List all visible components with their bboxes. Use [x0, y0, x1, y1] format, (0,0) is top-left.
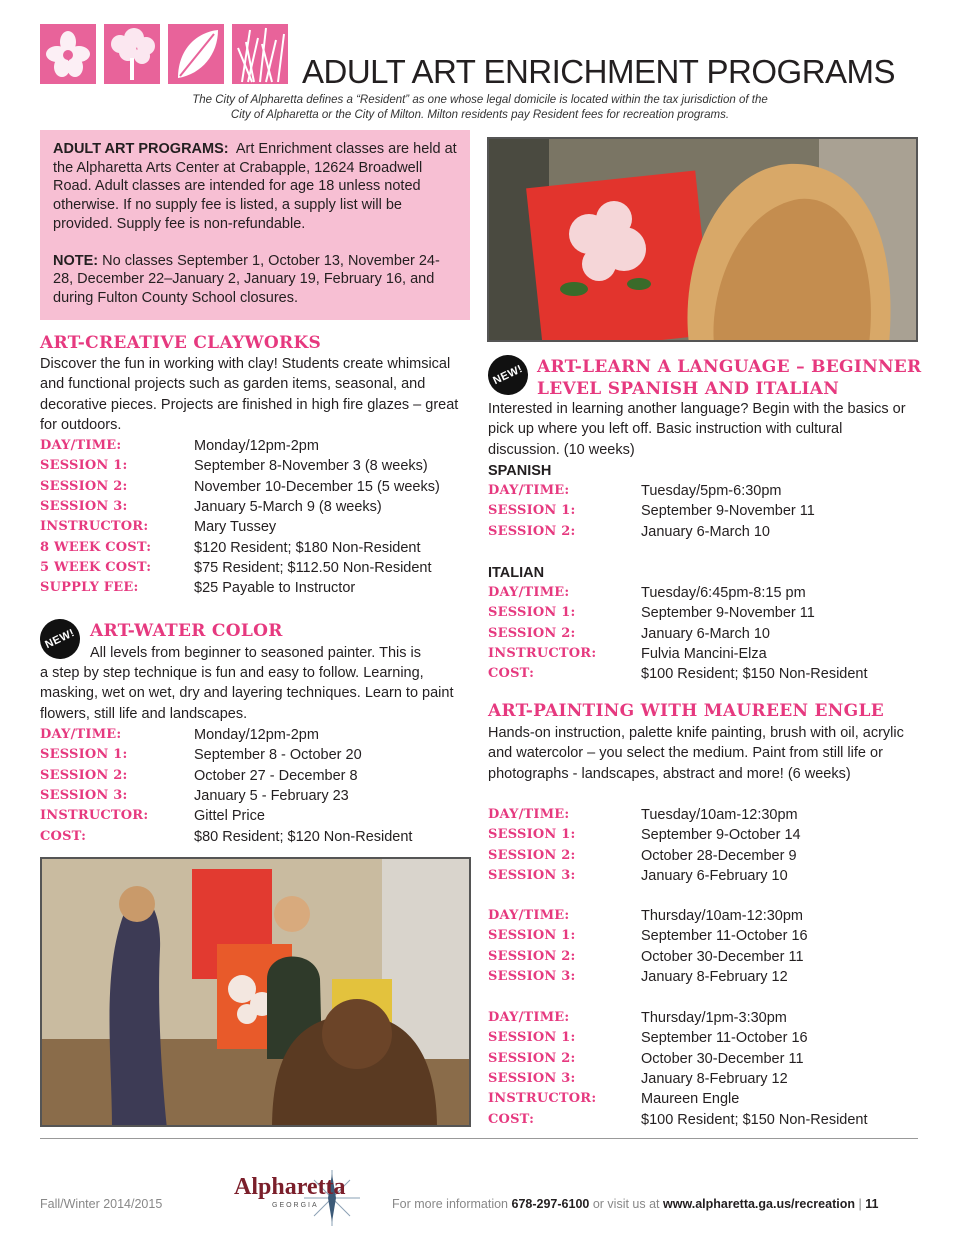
spanish-heading: SPANISH: [488, 463, 552, 479]
detail-value: September 9-October 14: [641, 827, 801, 844]
detail-label: INSTRUCTOR:: [488, 1091, 597, 1107]
page-number: 11: [865, 1197, 879, 1211]
tree-icon: [104, 24, 160, 84]
detail-value: $25 Payable to Instructor: [194, 580, 356, 597]
resident-definition: [40, 93, 920, 123]
detail-value: Maureen Engle: [641, 1091, 740, 1108]
language-title-line-2: LEVEL SPANISH AND ITALIAN: [537, 379, 840, 399]
phone-number: 678-297-6100: [511, 1197, 590, 1211]
website-link[interactable]: www.alpharetta.ga.us/recreation: [663, 1197, 855, 1211]
detail-label: COST:: [488, 1111, 535, 1127]
detail-label: SESSION 2:: [40, 767, 128, 783]
detail-value: September 8 - October 20: [194, 747, 362, 764]
detail-value: $75 Resident; $112.50 Non-Resident: [194, 559, 432, 576]
detail-row: [40, 436, 470, 456]
detail-label: SESSION 1:: [488, 605, 576, 621]
clayworks-title: ART-CREATIVE CLAYWORKS: [40, 333, 322, 353]
detail-label: INSTRUCTOR:: [488, 645, 597, 661]
detail-label: COST:: [488, 666, 535, 682]
detail-value: $100 Resident; $150 Non-Resident: [641, 666, 868, 683]
page-title: ADULT ART ENRICHMENT PROGRAMS: [302, 53, 896, 90]
detail-value: September 8-November 3 (8 weeks): [194, 458, 428, 475]
detail-label: 8 WEEK COST:: [40, 539, 152, 555]
programs-paragraph: [53, 140, 458, 234]
detail-row: [488, 926, 918, 946]
detail-value: January 6-March 10: [641, 625, 770, 642]
detail-label: SESSION 2:: [488, 625, 576, 641]
detail-label: SESSION 1:: [488, 1030, 576, 1046]
new-badge: NEW!: [33, 612, 86, 665]
info-prefix: For more information: [392, 1197, 509, 1211]
detail-label: SESSION 3:: [40, 498, 128, 514]
painting-photo-top: [487, 137, 918, 342]
detail-value: Monday/12pm-2pm: [194, 727, 319, 743]
detail-value: Tuesday/6:45pm-8:15 pm: [641, 585, 806, 601]
detail-row: [488, 1008, 918, 1028]
detail-row: [488, 866, 918, 886]
detail-row: [488, 624, 918, 644]
detail-row: [40, 497, 470, 517]
detail-value: January 8-February 12: [641, 968, 788, 985]
logo-wordmark: Alpharetta: [234, 1174, 346, 1200]
detail-label: DAY/TIME:: [40, 727, 122, 742]
detail-value: Mary Tussey: [194, 519, 277, 536]
detail-label: SUPPLY FEE:: [40, 580, 139, 596]
detail-row: [488, 664, 918, 684]
detail-value: January 6-February 10: [641, 867, 788, 884]
detail-value: Thursday/1pm-3:30pm: [641, 1010, 787, 1026]
painting-class-photo: [40, 857, 471, 1127]
detail-row: [488, 583, 918, 603]
detail-label: SESSION 1:: [488, 928, 576, 944]
clayworks-description: Discover the fun in working with clay! Students create whimsical and functional projects such as garden items, seasonal, and decorative pieces. Projects are finished in high fire glazes – great for outdoors.: [40, 356, 459, 433]
detail-row: [40, 456, 470, 476]
flower-icon: [40, 24, 96, 84]
note-label: NOTE:: [53, 252, 99, 269]
painting-description: Hands-on instruction, palette knife painting, brush with oil, acrylic and watercolor – you select the medium. Paint from still life or photographs - landscapes, abstract and more! (6 weeks): [488, 725, 904, 782]
detail-label: 5 WEEK COST:: [40, 559, 152, 575]
detail-value: $80 Resident; $120 Non-Resident: [194, 828, 413, 845]
detail-label: SESSION 3:: [488, 1070, 576, 1086]
detail-row: [40, 766, 470, 786]
detail-row: [40, 578, 470, 598]
season-label: Fall/Winter 2014/2015: [40, 1197, 163, 1211]
detail-row: [488, 846, 918, 866]
detail-label: DAY/TIME:: [40, 438, 122, 453]
detail-value: $100 Resident; $150 Non-Resident: [641, 1111, 868, 1128]
detail-value: September 9-November 11: [641, 503, 815, 520]
detail-row: [488, 522, 918, 542]
detail-value: October 30-December 11: [641, 948, 804, 965]
detail-value: January 6-March 10: [641, 523, 770, 540]
language-description: Interested in learning another language? Begin with the basics or pick up where you left off. Basic instruction with cultural discussion. (10 weeks): [488, 401, 906, 458]
detail-row: [488, 481, 918, 501]
new-badge: NEW!: [481, 348, 534, 401]
detail-label: SESSION 2:: [488, 847, 576, 863]
detail-label: DAY/TIME:: [488, 483, 570, 498]
detail-row: [488, 501, 918, 521]
detail-row: [488, 947, 918, 967]
watercolor-description: a step by step technique is fun and easy to follow. Learning, masking, wet on wet, dry and layering techniques. Learn to paint flowers, still life and landscapes.: [40, 665, 454, 722]
detail-value: Gittel Price: [194, 808, 265, 825]
detail-row: [488, 603, 918, 623]
grass-icon: [232, 24, 288, 84]
footer-rule: [40, 1138, 918, 1139]
detail-label: SESSION 1:: [488, 503, 576, 519]
detail-value: Monday/12pm-2pm: [194, 438, 319, 454]
detail-row: [488, 967, 918, 987]
contact-info: [392, 1197, 878, 1211]
painting-title: ART-PAINTING WITH MAUREEN ENGLE: [488, 701, 884, 721]
programs-text: Art Enrichment classes are held at the Alpharetta Arts Center at Crabapple, 12624 Broadwell Road. Adult classes are intended for age 18 unless noted otherwise. If no supply fee is listed, a supply list will be provided. Supply fee is non-refundable.: [53, 141, 457, 232]
detail-value: January 5-March 9 (8 weeks): [194, 498, 382, 515]
detail-label: SESSION 3:: [488, 867, 576, 883]
detail-row: [40, 786, 470, 806]
detail-row: [488, 1110, 918, 1130]
detail-label: SESSION 3:: [488, 968, 576, 984]
detail-value: Thursday/10am-12:30pm: [641, 908, 803, 924]
detail-value: January 8-February 12: [641, 1070, 788, 1087]
detail-row: [40, 538, 470, 558]
detail-label: SESSION 2:: [488, 1050, 576, 1066]
language-title-line-1: ART-LEARN A LANGUAGE – BEGINNER: [537, 357, 922, 377]
detail-label: DAY/TIME:: [488, 807, 570, 822]
detail-row: [488, 1069, 918, 1089]
detail-value: September 11-October 16: [641, 928, 808, 945]
detail-row: [488, 644, 918, 664]
detail-value: October 28-December 9: [641, 847, 797, 864]
detail-label: SESSION 1:: [40, 747, 128, 763]
detail-value: Fulvia Mancini-Elza: [641, 645, 767, 662]
detail-label: SESSION 3:: [40, 787, 128, 803]
detail-row: [40, 725, 470, 745]
detail-row: [40, 477, 470, 497]
detail-value: Tuesday/10am-12:30pm: [641, 807, 798, 823]
footer-separator: |: [858, 1197, 862, 1211]
detail-row: [488, 805, 918, 825]
programs-label: ADULT ART PROGRAMS:: [53, 141, 229, 157]
alpharetta-logo: [232, 1168, 362, 1228]
detail-value: September 11-October 16: [641, 1030, 808, 1047]
detail-row: [488, 1028, 918, 1048]
watercolor-description-first: All levels from beginner to seasoned painter. This is: [90, 645, 421, 661]
detail-value: November 10-December 15 (5 weeks): [194, 478, 440, 495]
detail-value: September 9-November 11: [641, 605, 815, 622]
detail-label: SESSION 2:: [488, 523, 576, 539]
detail-row: [488, 825, 918, 845]
watercolor-title: ART-WATER COLOR: [90, 621, 283, 641]
note-paragraph: [53, 252, 458, 308]
detail-label: SESSION 2:: [40, 478, 128, 494]
detail-row: [40, 827, 470, 847]
detail-value: October 27 - December 8: [194, 767, 358, 784]
detail-label: SESSION 1:: [488, 827, 576, 843]
detail-label: DAY/TIME:: [488, 908, 570, 923]
detail-row: [488, 1049, 918, 1069]
detail-row: [40, 745, 470, 765]
resident-line-2: City of Alpharetta or the City of Milton. Milton residents pay Resident fees for recreation programs.: [230, 109, 730, 121]
detail-label: SESSION 1:: [40, 458, 128, 474]
logo-subtitle: GEORGIA: [272, 1202, 319, 1209]
detail-row: [40, 806, 470, 826]
info-middle: or visit us at: [592, 1197, 660, 1211]
detail-value: January 5 - February 23: [194, 787, 349, 804]
italian-heading: ITALIAN: [488, 565, 545, 581]
detail-label: COST:: [40, 828, 87, 844]
detail-value: October 30-December 11: [641, 1050, 804, 1067]
detail-label: INSTRUCTOR:: [40, 519, 149, 535]
detail-label: SESSION 2:: [488, 948, 576, 964]
detail-value: Tuesday/5pm-6:30pm: [641, 483, 782, 499]
detail-row: [40, 517, 470, 537]
detail-label: DAY/TIME:: [488, 1010, 570, 1025]
detail-label: INSTRUCTOR:: [40, 808, 149, 824]
detail-value: $120 Resident; $180 Non-Resident: [194, 539, 421, 556]
leaf-icon: [168, 24, 224, 84]
detail-label: DAY/TIME:: [488, 585, 570, 600]
detail-row: [488, 1089, 918, 1109]
detail-row: [40, 558, 470, 578]
resident-line-1: The City of Alpharetta defines a “Resident” as one whose legal domicile is located within the tax jurisdiction of the: [192, 94, 768, 106]
note-text: No classes September 1, October 13, November 24-28, December 22–January 2, January 19, February 16, and during Fulton County School closures.: [53, 252, 440, 306]
detail-row: [488, 906, 918, 926]
intro-box: [40, 130, 470, 320]
